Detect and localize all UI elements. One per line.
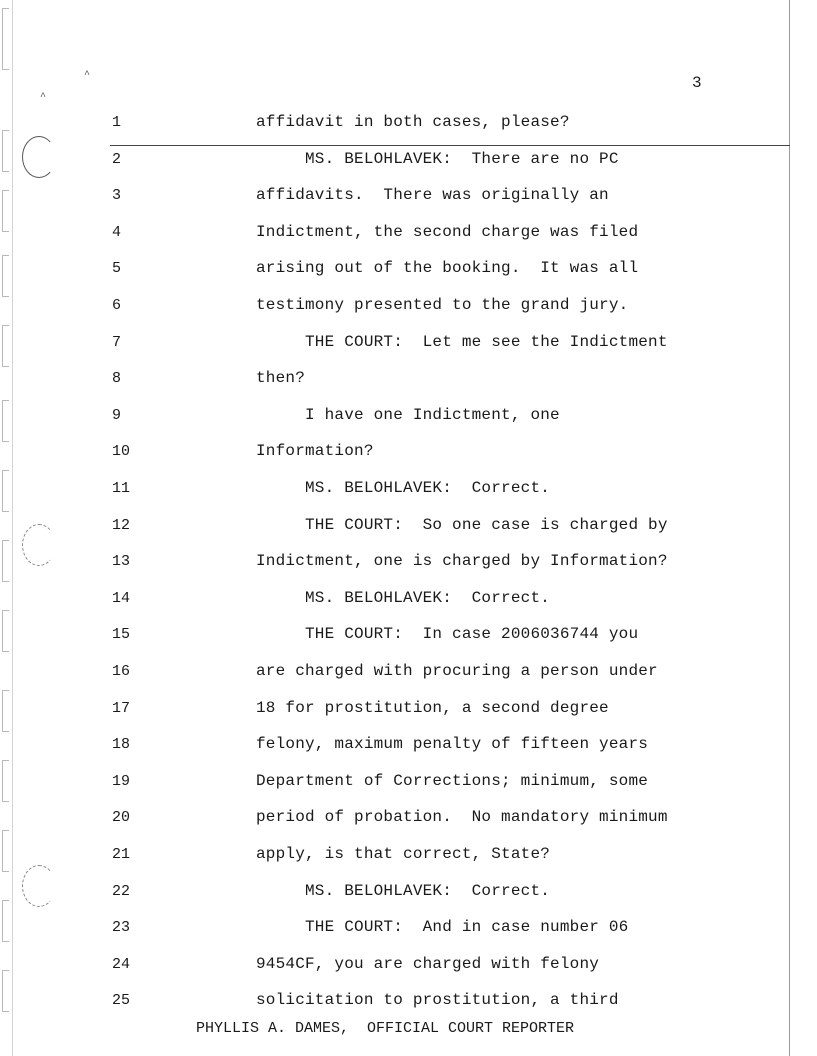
transcript-line: affidavits. There was originally an	[256, 186, 609, 204]
header-rule	[110, 145, 790, 146]
stray-mark: ^	[84, 70, 91, 81]
transcript-line: Indictment, one is charged by Information?	[256, 552, 668, 570]
line-number: 10	[112, 443, 131, 460]
page-number: 3	[692, 74, 702, 92]
line-number: 22	[112, 883, 131, 900]
line-number: 17	[112, 700, 131, 717]
line-number: 9	[112, 407, 122, 424]
line-number: 11	[112, 480, 131, 497]
transcript-line: Department of Corrections; minimum, some	[256, 772, 649, 790]
line-number: 20	[112, 809, 131, 826]
transcript-line: Indictment, the second charge was filed	[256, 223, 639, 241]
transcript-line: arising out of the booking. It was all	[256, 259, 639, 277]
transcript-line: are charged with procuring a person under	[256, 662, 658, 680]
line-number: 18	[112, 736, 131, 753]
line-number: 25	[112, 992, 131, 1009]
transcript-line: MS. BELOHLAVEK: Correct.	[256, 589, 551, 607]
stray-mark: ^	[40, 92, 47, 103]
line-number: 19	[112, 773, 131, 790]
line-number: 24	[112, 956, 131, 973]
transcript-line: MS. BELOHLAVEK: Correct.	[256, 882, 551, 900]
transcript-line: 9454CF, you are charged with felony	[256, 955, 600, 973]
transcript-line: MS. BELOHLAVEK: Correct.	[256, 479, 551, 497]
transcript-line: testimony presented to the grand jury.	[256, 296, 629, 314]
transcript-line: MS. BELOHLAVEK: There are no PC	[256, 150, 619, 168]
transcript-line: apply, is that correct, State?	[256, 845, 551, 863]
transcript-line: THE COURT: Let me see the Indictment	[256, 333, 668, 351]
transcript-line: felony, maximum penalty of fifteen years	[256, 735, 649, 753]
line-number: 23	[112, 919, 131, 936]
line-number: 5	[112, 260, 122, 277]
transcript-line: affidavit in both cases, please?	[256, 113, 570, 131]
line-number: 3	[112, 187, 122, 204]
line-number: 13	[112, 553, 131, 570]
transcript-line: 18 for prostitution, a second degree	[256, 699, 609, 717]
transcript-line: solicitation to prostitution, a third	[256, 991, 619, 1009]
transcript-line: THE COURT: And in case number 06	[256, 918, 629, 936]
line-number: 2	[112, 151, 122, 168]
transcript-line: THE COURT: In case 2006036744 you	[256, 625, 639, 643]
transcript-line: then?	[256, 369, 306, 387]
hole-punch-mark	[22, 524, 56, 566]
hole-punch-mark	[22, 136, 56, 178]
line-number: 6	[112, 297, 122, 314]
right-margin-line	[789, 0, 790, 1056]
line-number: 16	[112, 663, 131, 680]
line-number: 14	[112, 590, 131, 607]
court-reporter-footer: PHYLLIS A. DAMES, OFFICIAL COURT REPORTER	[196, 1020, 575, 1037]
line-number: 21	[112, 846, 131, 863]
left-binding-edge	[0, 0, 13, 1056]
line-number: 7	[112, 334, 122, 351]
transcript-line: I have one Indictment, one	[256, 406, 560, 424]
line-number: 15	[112, 626, 131, 643]
transcript-line: period of probation. No mandatory minimum	[256, 808, 668, 826]
hole-punch-mark	[22, 865, 56, 907]
line-number: 4	[112, 224, 122, 241]
transcript-line: THE COURT: So one case is charged by	[256, 516, 668, 534]
line-number: 8	[112, 370, 122, 387]
transcript-line: Information?	[256, 442, 374, 460]
line-number: 1	[112, 114, 122, 131]
line-number: 12	[112, 517, 131, 534]
